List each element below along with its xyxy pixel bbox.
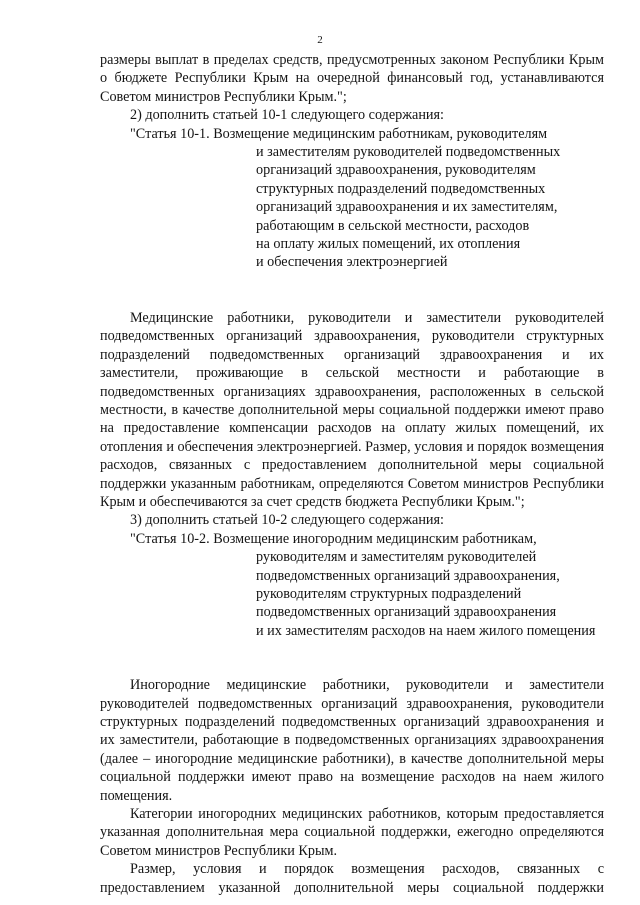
article-10-2-heading xyxy=(100,530,604,640)
paragraph-conditions: Размер, условия и порядок возмещения расходов, связанных с предоставлением указанной дополнительной меры социальной поддержки xyxy=(100,861,604,896)
article-10-1-title: "Статья 10-1. Возмещение медицинским работникам, руководителям xyxy=(130,125,548,142)
article-10-2-title-line: руководителям и заместителям руководителей xyxy=(256,549,537,566)
spacer xyxy=(100,272,604,309)
paragraph-amend-10-1: 2) дополнить статьей 10-1 следующего содержания: xyxy=(130,107,444,124)
article-10-2-title-line: руководителям структурных подразделений xyxy=(256,585,522,602)
article-10-1-title-line: работающим в сельской местности, расходов xyxy=(256,217,530,234)
spacer xyxy=(100,640,604,676)
article-10-2-title-line: подведомственных организаций здравоохранения, xyxy=(256,567,560,584)
document-body xyxy=(100,51,604,897)
article-10-1-title-line: организаций здравоохранения и их заместителям, xyxy=(256,199,558,216)
article-10-1-title-line: на оплату жилых помещений, их отопления xyxy=(256,236,521,253)
article-10-2-title: "Статья 10-2. Возмещение иногородним медицинским работникам, xyxy=(130,530,537,547)
paragraph-article-10-1-body: Медицинские работники, руководители и заместители руководителей подведомственных организаций здравоохранения, руководители структурных подразделений подведомственных организаций здравоохранения и их заместители, проживающие в сельской местности и работающие в подведомственных организациях здравоохранения, расположенных в сельской местности, в качестве дополнительной меры социальной поддержки имеют право на предоставление компенсации расходов на оплату жилых помещений, их отопления и обеспечения электроэнергией. Размер, условия и порядок возмещения расходов, связанных с предоставлением дополнительной меры социальной поддержки указанным работникам, определяются Советом министров Республики Крым и обеспечиваются за счет средств бюджета Республики Крым."; xyxy=(100,309,604,510)
paragraph-payments: размеры выплат в пределах средств, предусмотренных законом Республики Крым о бюджете Республики Крым на очередной финансовый год, устанавливаются Советом министров Республики Крым."; xyxy=(100,52,604,105)
page-number: 2 xyxy=(317,34,323,46)
paragraph-categories: Категории иногородних медицинских работников, которым предоставляется указанная дополнительная мера социальной поддержки, ежегодно определяются Советом министров Республики Крым. xyxy=(100,806,604,859)
article-10-1-title-line: структурных подразделений подведомственных xyxy=(256,180,546,197)
article-10-1-title-line: и заместителям руководителей подведомственных xyxy=(256,144,561,161)
article-10-2-title-line: и их заместителям расходов на наем жилого помещения xyxy=(256,622,596,639)
article-10-1-title-line: организаций здравоохранения, руководителям xyxy=(256,162,536,179)
paragraph-article-10-2-body: Иногородние медицинские работники, руководители и заместители руководителей подведомственных организаций здравоохранения, руководители структурных подразделений подведомственных организаций здравоохранения и их заместители, работающие в подведомственных организациях здравоохранения (далее – иногородние медицинские работники), в качестве дополнительной меры социальной поддержки имеют право на возмещение расходов на наем жилого помещения. xyxy=(100,677,604,804)
paragraph-amend-10-2: 3) дополнить статьей 10-2 следующего содержания: xyxy=(130,512,444,529)
article-10-1-heading xyxy=(100,125,604,272)
article-10-1-title-line: и обеспечения электроэнергией xyxy=(256,254,448,271)
article-10-2-title-line: подведомственных организаций здравоохранения xyxy=(256,604,557,621)
